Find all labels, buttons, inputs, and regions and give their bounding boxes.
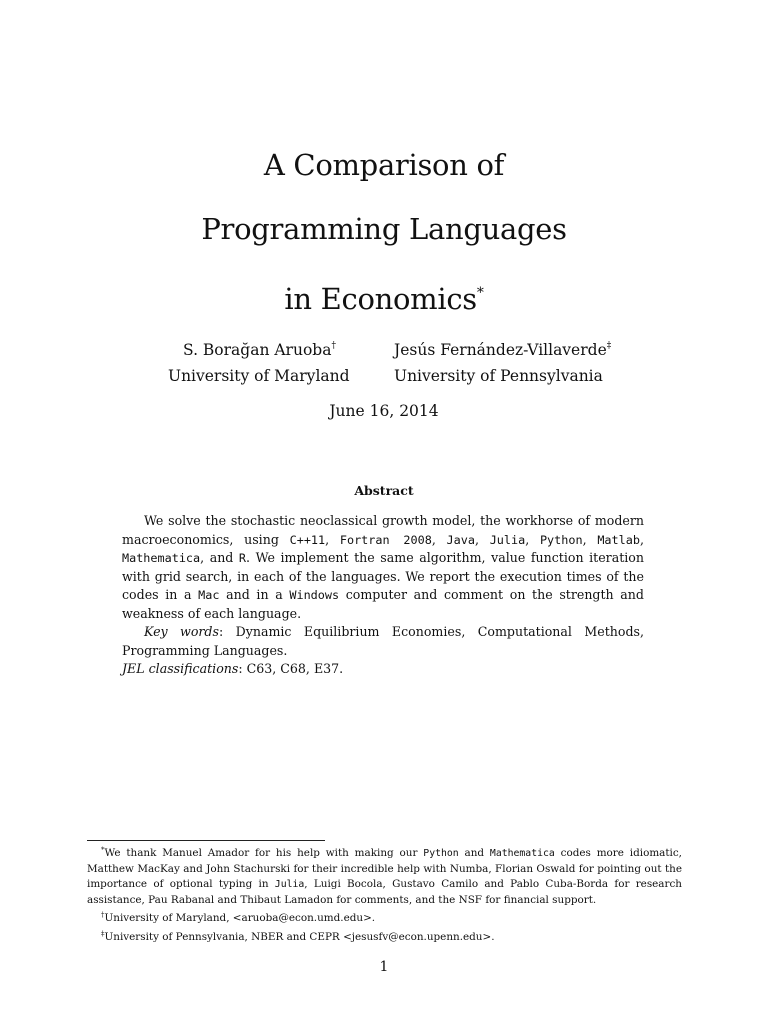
footnotes <box>87 843 682 945</box>
jel-line <box>122 660 644 679</box>
footnote-rule <box>87 840 325 841</box>
footnote-3-text: University of Pennsylvania, NBER and CEPR <jesusfv@econ.upenn.edu>. <box>104 930 495 943</box>
footnote-text: codes more idiomatic, Matthew MacKay and John Stachurski for their incredible help with Numba, Florian Oswald for pointing out the importance of optional typing in <box>87 847 682 890</box>
lang-python: Python <box>539 532 583 547</box>
abstract-paragraph <box>122 512 644 623</box>
title-line-2: Programming Languages <box>201 212 567 246</box>
footnote-3-mark: ‡ <box>101 929 105 938</box>
lang-fortran: Fortran 2008 <box>339 532 432 547</box>
abstract-text: We solve the stochastic neoclassical growth model, the workhorse of modern macroeconomics, using <box>122 513 644 547</box>
lang-mathematica: Mathematica <box>122 551 201 565</box>
os-windows: Windows <box>289 588 340 602</box>
lang-julia: Julia <box>489 532 526 547</box>
lang-mathematica: Mathematica <box>489 848 555 859</box>
footnote-2-text: University of Maryland, <aruoba@econ.umd.edu>. <box>104 912 376 924</box>
abstract-separator: , <box>525 531 540 547</box>
lang-r: R <box>238 551 247 565</box>
os-mac: Mac <box>198 588 220 602</box>
author-name-2 <box>394 336 611 360</box>
abstract-separator: , <box>474 531 490 547</box>
title-line-1: A Comparison of <box>263 148 505 182</box>
abstract-separator: , and <box>200 550 239 565</box>
jel-text: : C63, C68, E37. <box>238 661 344 676</box>
author-name-1-text: S. Borağan Aruoba <box>183 341 332 359</box>
author-1-mark: † <box>331 341 336 351</box>
abstract-body <box>122 512 644 679</box>
title-line-3-text: in Economics <box>284 282 477 316</box>
abstract-heading: Abstract <box>354 483 414 498</box>
author-2-mark: ‡ <box>606 341 612 351</box>
lang-matlab: Matlab <box>597 532 640 547</box>
page-number: 1 <box>379 959 389 975</box>
abstract-text: . We implement the same algorithm, value function iteration with grid search, in each of the languages. We report the execution times of the codes in a <box>122 550 644 602</box>
footnote-text: We thank Manuel Amador for his help with making our <box>104 847 424 859</box>
lang-cpp: C++11 <box>289 532 326 547</box>
title-line-3 <box>0 276 768 316</box>
author-affiliation-1: University of Maryland <box>168 367 350 385</box>
footnote-3 <box>87 927 682 946</box>
keywords-line <box>122 623 644 660</box>
lang-python: Python <box>423 848 459 859</box>
keywords-text: : Dynamic Equilibrium Economies, Computational Methods, Programming Languages. <box>122 624 644 658</box>
lang-java: Java <box>446 532 475 547</box>
date: June 16, 2014 <box>329 402 439 420</box>
jel-label: JEL classifications <box>122 661 239 676</box>
abstract-text: computer and comment on the strength and weakness of each language. <box>122 587 644 621</box>
abstract-separator: , <box>325 531 340 547</box>
footnote-2-mark: † <box>101 911 105 919</box>
title-footnote-mark: * <box>476 285 484 301</box>
footnote-text: , Luigi Bocola, Gustavo Camilo and Pablo Cuba-Borda for research assistance, Pau Rabanal and Thibaut Lamadon for comments, and the NSF for financial support. <box>87 878 682 906</box>
author-name-2-text: Jesús Fernández-Villaverde <box>394 341 607 359</box>
abstract-separator: , <box>431 531 447 547</box>
author-affiliation-2: University of Pennsylvania <box>394 367 603 385</box>
footnote-2 <box>87 908 682 927</box>
footnote-text: and <box>458 847 490 859</box>
footnote-1-mark: * <box>101 846 105 854</box>
abstract-separator: , <box>582 531 598 547</box>
abstract-separator: , <box>639 531 644 547</box>
author-name-1 <box>183 336 336 360</box>
lang-julia: Julia <box>274 879 305 890</box>
footnote-1 <box>87 843 682 908</box>
keywords-label: Key words <box>144 624 219 639</box>
abstract-text: and in a <box>219 587 290 602</box>
